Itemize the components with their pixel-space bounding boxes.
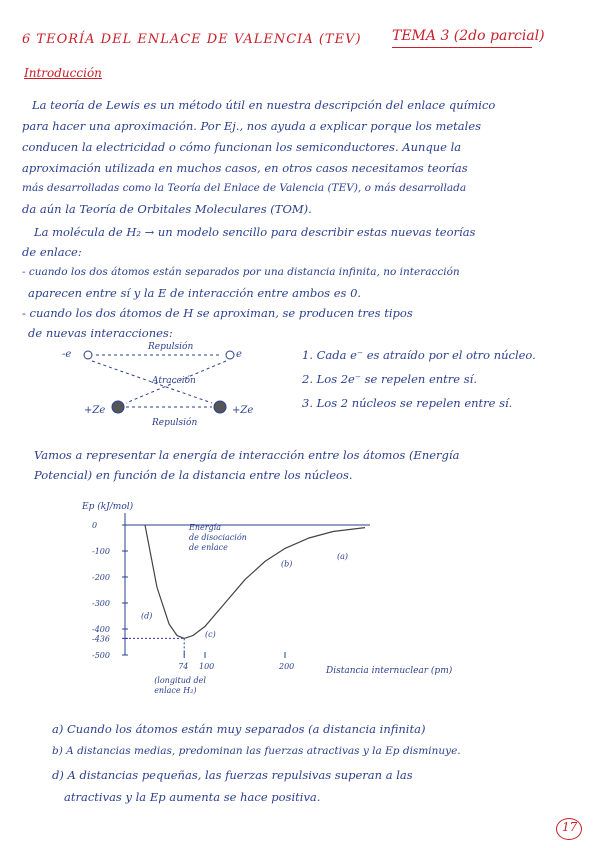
interaction-diagram bbox=[60, 335, 280, 430]
energy-intro-line-2: Potencial) en función de la distancia entre los núcleos. bbox=[34, 468, 353, 482]
intro-line-5: más desarrolladas como la Teoría del Enlace de Valencia (TEV), o más desarrollada bbox=[22, 182, 467, 194]
energy-intro-line-1: Vamos a representar la energía de interacción entre los átomos (Energía bbox=[34, 448, 460, 462]
intro-line-6: da aún la Teoría de Orbitales Moleculares (TOM). bbox=[22, 202, 312, 216]
annotation-b: (b) bbox=[281, 559, 293, 569]
x-tick-label: 100 bbox=[199, 662, 215, 671]
note-d: d) A distancias pequeñas, las fuerzas repulsivas superan a las bbox=[52, 768, 413, 782]
energy-chart bbox=[80, 495, 453, 715]
repulsion-top-label: Repulsión bbox=[148, 342, 194, 352]
section-title: 6 TEORÍA DEL ENLACE DE VALENCIA (TEV) bbox=[22, 32, 362, 47]
page-number: 17 bbox=[562, 820, 578, 834]
y-tick-label: -200 bbox=[92, 573, 110, 582]
annotation-a: (a) bbox=[337, 551, 349, 561]
h2-line-2: de enlace: bbox=[22, 245, 82, 259]
y-tick-label: -100 bbox=[92, 547, 110, 556]
nucleus-left-icon bbox=[112, 401, 124, 413]
repulsion-bottom-label: Repulsión bbox=[152, 418, 198, 428]
electron-left-icon bbox=[84, 351, 92, 359]
chart-ylabel: Ep (kJ/mol) bbox=[82, 502, 134, 512]
electron-right-icon bbox=[226, 351, 234, 359]
chart-series-line bbox=[145, 525, 365, 638]
y-tick-label: -436 bbox=[92, 634, 110, 644]
bond-length-label: (longitud del bbox=[154, 676, 206, 685]
interaction-item-2: 2. Los 2e⁻ se repelen entre sí. bbox=[302, 372, 477, 386]
y-tick-label: -300 bbox=[92, 599, 110, 608]
intro-line-1: La teoría de Lewis es un método útil en nuestra descripción del enlace químico bbox=[32, 98, 496, 112]
bond-length-label: enlace H₂) bbox=[154, 686, 197, 695]
interaction-item-3: 3. Los 2 núcleos se repelen entre sí. bbox=[302, 396, 513, 410]
bullet-2-line-1: - cuando los dos átomos de H se aproximan, se producen tres tipos bbox=[22, 306, 413, 320]
note-a: a) Cuando los átomos están muy separados (a distancia infinita) bbox=[52, 722, 426, 736]
nucleus-left-label: +Ze bbox=[84, 405, 106, 416]
topic-label: TEMA 3 (2do parcial) bbox=[392, 28, 545, 44]
h2-line-1: La molécula de H₂ → un modelo sencillo para describir estas nuevas teorías bbox=[34, 225, 476, 239]
dissociation-energy-label: de enlace bbox=[189, 543, 228, 553]
x-tick-label: 200 bbox=[279, 662, 295, 671]
bullet-2-line-2: de nuevas interacciones: bbox=[28, 326, 173, 340]
bullet-1-line-2: aparecen entre sí y la E de interacción entre ambos es 0. bbox=[28, 286, 362, 300]
intro-line-2: para hacer una aproximación. Por Ej., nos ayuda a explicar porque los metales bbox=[22, 119, 482, 133]
intro-line-3: conducen la electricidad o cómo funcionan los semiconductores. Aunque la bbox=[22, 140, 462, 154]
nucleus-right-icon bbox=[214, 401, 226, 413]
topic-underline bbox=[392, 47, 532, 48]
interaction-item-1: 1. Cada e⁻ es atraído por el otro núcleo. bbox=[302, 348, 536, 362]
dissociation-energy-label: Energía bbox=[189, 523, 221, 533]
annotation-d: (d) bbox=[141, 611, 153, 621]
electron-right-label: e bbox=[236, 349, 242, 360]
nucleus-right-label: +Ze bbox=[232, 405, 254, 416]
electron-left-label: -e bbox=[62, 349, 72, 360]
dissociation-energy-label: de disociación bbox=[189, 533, 247, 543]
bullet-1-line-1: - cuando los dos átomos están separados por una distancia infinita, no interacción bbox=[22, 266, 460, 278]
intro-heading: Introducción bbox=[24, 66, 102, 80]
attraction-label: Atracción bbox=[152, 376, 196, 386]
y-tick-label: -500 bbox=[92, 651, 110, 660]
chart-xlabel: Distancia internuclear (pm) bbox=[326, 666, 453, 676]
x-tick-label: 74 bbox=[178, 662, 189, 671]
note-d-cont: atractivas y la Ep aumenta se hace positiva. bbox=[64, 790, 321, 804]
note-b: b) A distancias medias, predominan las fuerzas atractivas y la Ep disminuye. bbox=[52, 745, 461, 757]
annotation-c: (c) bbox=[205, 629, 216, 639]
intro-line-4: aproximación utilizada en muchos casos, en otros casos necesitamos teorías bbox=[22, 161, 468, 175]
y-tick-label: -400 bbox=[92, 625, 110, 634]
y-tick-label: 0 bbox=[92, 521, 98, 530]
